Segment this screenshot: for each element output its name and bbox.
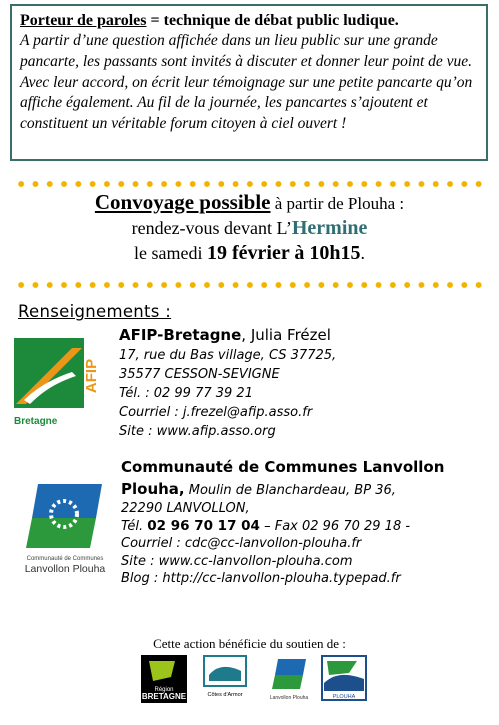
afip-phone-line	[119, 384, 336, 403]
afip-logo	[14, 338, 104, 428]
soutien-text: Cette action bénéficie du soutien de :	[153, 636, 346, 651]
intro-box	[10, 4, 488, 161]
intro-body: A partir d’une question affichée dans un lieu public sur une grande pancarte, les passants sont invités à discuter et donner leur point de vue. Avec leur accord, on écrit leur témoignage sur une petite pancarte qu’on affiche également. Au fil de la journée, les pancartes s’ajoutent et constituent un véritable forum citoyen à ciel ouvert !	[20, 32, 473, 133]
cc-tel-label: Tél.	[121, 518, 148, 534]
plouha-logo	[321, 655, 367, 701]
convoy-date: 19 février à 10h15	[206, 242, 361, 264]
convoy-title: Convoyage possible	[94, 190, 271, 214]
dot-divider-top	[14, 180, 486, 188]
convoy-section	[0, 190, 499, 266]
region-logo-line2: BRETAGNE	[141, 692, 187, 701]
afip-email[interactable]: Courriel : j.frezel@afip.asso.fr	[119, 405, 313, 420]
cotes-logo-text: Côtes d'Armor	[207, 692, 243, 698]
afip-address2: 35577 CESSON-SEVIGNE	[119, 367, 280, 382]
convoy-place: Hermine	[291, 217, 368, 239]
cc-phone-line	[121, 518, 444, 536]
afip-name: AFIP-Bretagne	[119, 326, 242, 344]
region-bretagne-logo	[141, 655, 187, 703]
cc-lanvollon-logo	[18, 478, 112, 578]
lanvollon-small-logo	[268, 655, 310, 703]
cc-address1: Moulin de Blanchardeau, BP 36,	[184, 483, 396, 498]
cc-name-line2: Plouha,	[121, 480, 185, 498]
lanvollon-small-green	[272, 675, 303, 689]
cc-logo-blue	[32, 484, 102, 518]
convoy-line3-prefix: le samedi	[134, 243, 207, 263]
cc-contact	[121, 456, 444, 588]
lanvollon-small-text: Lanvollon Plouha	[269, 695, 309, 701]
cotes-armor-logo	[203, 655, 247, 701]
plouha-logo-text: PLOUHA	[332, 694, 356, 700]
region-logo-line1: Région	[154, 687, 174, 693]
lanvollon-small-blue	[275, 659, 306, 675]
cc-logo-green	[26, 518, 96, 548]
afip-logo-sub: Bretagne	[14, 416, 58, 427]
convoy-line1-rest: à partir de Plouha :	[270, 194, 405, 213]
dot-divider-bottom	[14, 281, 486, 289]
convoy-line2-prefix: rendez-vous devant L’	[131, 218, 292, 238]
intro-title	[20, 10, 478, 31]
afip-address1: 17, rue du Bas village, CS 37725,	[119, 348, 337, 363]
cc-tel: 02 96 70 17 04	[147, 517, 260, 534]
cc-site[interactable]: Site : www.cc-lanvollon-plouha.com	[121, 553, 353, 569]
afip-tel-label: Tél. :	[119, 386, 154, 401]
afip-tel: 02 99 77 39 21	[153, 386, 253, 401]
intro-title-underlined: Porteur de paroles	[20, 12, 147, 29]
cc-fax: – Fax 02 96 70 29 18 -	[259, 518, 411, 534]
renseignements-title: Renseignements :	[18, 302, 172, 321]
convoy-line3-suffix: .	[360, 243, 365, 263]
afip-logo-text: AFIP	[83, 358, 100, 394]
afip-contact	[119, 324, 336, 441]
cc-email[interactable]: Courriel : cdc@cc-lanvollon-plouha.fr	[121, 536, 362, 551]
cc-name-line1: Communauté de Communes Lanvollon	[121, 458, 445, 476]
cc-logo-caption2: Lanvollon Plouha	[24, 563, 106, 575]
cc-address2: 22290 LANVOLLON,	[121, 501, 250, 516]
cc-blog[interactable]: Blog : http://cc-lanvollon-plouha.typepad.fr	[121, 571, 401, 586]
afip-site[interactable]: Site : www.afip.asso.org	[119, 424, 276, 439]
cc-logo-caption1: Communauté de Communes	[26, 556, 104, 562]
intro-title-rest: = technique de débat public ludique.	[146, 12, 399, 29]
afip-contact-person: , Julia Frézel	[241, 326, 331, 344]
